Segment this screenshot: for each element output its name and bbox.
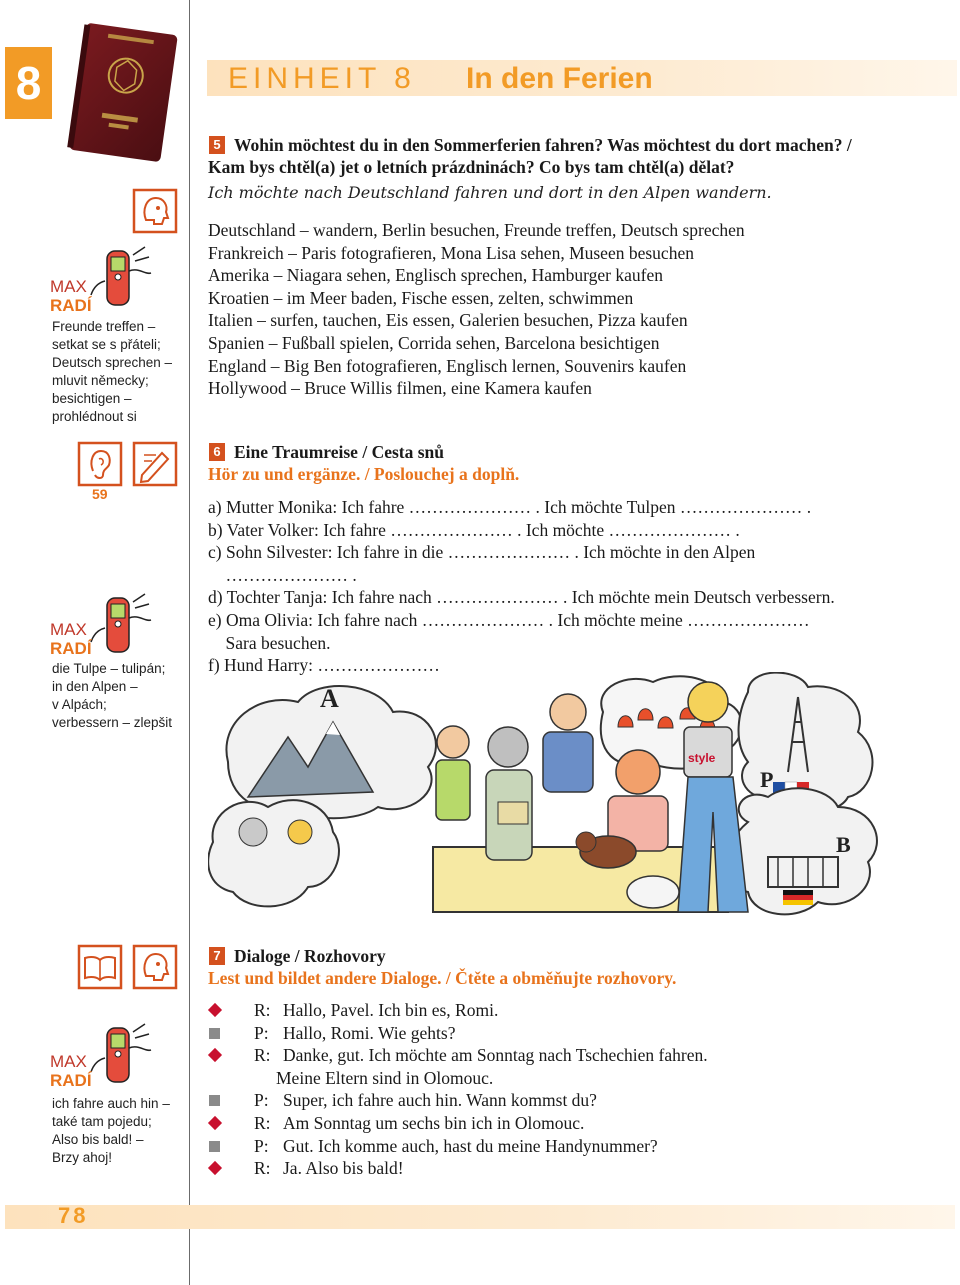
vocab-line: Also bis bald! – bbox=[52, 1132, 144, 1147]
speaker-label: P: bbox=[254, 1090, 269, 1111]
country-activity-line: Kroatien – im Meer baden, Fische essen, zelten, schwimmen bbox=[208, 287, 634, 308]
vocab-line: Brzy ahoj! bbox=[52, 1150, 113, 1165]
unit-title: In den Ferien bbox=[466, 62, 653, 95]
vocab-line: verbessern – zlepšit bbox=[52, 715, 173, 730]
fill-in-line: Sara besuchen. bbox=[208, 632, 331, 653]
sidebar-vocab-2 bbox=[52, 660, 172, 732]
radi-label: RADÍ bbox=[50, 1071, 92, 1090]
square-bullet-icon bbox=[209, 1141, 220, 1152]
fill-in-line: d) Tochter Tanja: Ich fahre nach ………………… . Ich möchte mein Deutsch verbessern. bbox=[208, 587, 835, 608]
page-number: 78 bbox=[58, 1203, 89, 1228]
unit-label: EINHEIT 8 bbox=[228, 62, 416, 95]
vocab-line: prohlédnout si bbox=[52, 409, 137, 424]
dialog-list bbox=[208, 999, 908, 1180]
dialog-line bbox=[208, 999, 908, 1022]
listening-ear-icon bbox=[77, 441, 123, 487]
exercise-7-instruction: Lest und bildet andere Dialoge. / Čtěte a obměňujte rozhovory. bbox=[208, 968, 677, 988]
exercise-6-title: Eine Traumreise / Cesta snů bbox=[234, 442, 445, 462]
exercise-6-badge: 6 bbox=[209, 443, 225, 461]
diamond-bullet-icon bbox=[208, 1003, 222, 1017]
exercise-7-badge: 7 bbox=[209, 947, 225, 965]
max-radi-phone-icon bbox=[85, 592, 155, 657]
diamond-bullet-icon bbox=[208, 1116, 222, 1130]
vocab-line: die Tulpe – tulipán; bbox=[52, 661, 166, 676]
sidebar-vocab-3 bbox=[52, 1095, 170, 1167]
exercise-5-question-cz: Kam bys chtěl(a) jet o letních prázdninách? Co bys tam chtěl(a) dělat? bbox=[208, 157, 735, 177]
diamond-bullet-icon bbox=[208, 1161, 222, 1175]
writing-icon bbox=[132, 441, 178, 487]
margin-divider bbox=[189, 0, 190, 1285]
speaker-label: R: bbox=[254, 1158, 271, 1179]
speaking-icon bbox=[132, 944, 178, 990]
dialog-text: Danke, gut. Ich möchte am Sonntag nach Tschechien fahren. bbox=[283, 1045, 708, 1066]
dialog-line bbox=[208, 1022, 908, 1045]
country-activity-line: Hollywood – Bruce Willis filmen, eine Kamera kaufen bbox=[208, 378, 592, 399]
dialog-text: Ja. Also bis bald! bbox=[283, 1158, 404, 1179]
speaker-label: P: bbox=[254, 1135, 269, 1156]
diamond-bullet-icon bbox=[208, 1048, 222, 1062]
speaking-icon bbox=[132, 188, 178, 234]
sidebar-vocab-1 bbox=[52, 318, 172, 426]
max-label: MAX bbox=[50, 277, 87, 296]
vocab-line: in den Alpen – bbox=[52, 679, 138, 694]
country-activity-line: Deutschland – wandern, Berlin besuchen, Freunde treffen, Deutsch sprechen bbox=[208, 220, 745, 240]
dialog-line bbox=[208, 1112, 908, 1135]
radi-label: RADÍ bbox=[50, 296, 92, 315]
speaker-label: R: bbox=[254, 1000, 271, 1020]
dialog-text: Hallo, Romi. Wie gehts? bbox=[283, 1022, 456, 1043]
exercise-5-question-de: Wohin möchtest du in den Sommerferien fahren? Was möchtest du dort machen? / bbox=[234, 135, 852, 155]
vocab-line: Freunde treffen – bbox=[52, 319, 156, 334]
square-bullet-icon bbox=[209, 1095, 220, 1106]
fill-in-line: c) Sohn Silvester: Ich fahre in die ………………… . Ich möchte in den Alpen bbox=[208, 542, 756, 563]
speaker-label: P: bbox=[254, 1022, 269, 1043]
vocab-line: setkat se s přáteli; bbox=[52, 337, 161, 352]
dialog-line bbox=[208, 1089, 908, 1112]
max-radi-phone-icon bbox=[85, 245, 155, 310]
speaker-label: R: bbox=[254, 1045, 271, 1066]
max-radi-logo-3 bbox=[50, 1052, 92, 1090]
speaker-label: R: bbox=[254, 1112, 271, 1133]
square-bullet-icon bbox=[209, 1028, 220, 1039]
fill-in-line: a) Mutter Monika: Ich fahre ………………… . Ich möchte Tulpen ………………… . bbox=[208, 497, 812, 517]
exercise-5-list bbox=[208, 219, 745, 400]
dialog-line bbox=[208, 1135, 908, 1158]
dialog-text: Meine Eltern sind in Olomouc. bbox=[276, 1067, 494, 1088]
dialog-text: Hallo, Pavel. Ich bin es, Romi. bbox=[283, 1000, 499, 1020]
max-label: MAX bbox=[50, 1052, 87, 1071]
fill-in-line: b) Vater Volker: Ich fahre ………………… . Ich möchte ………………… . bbox=[208, 519, 740, 540]
thought-bubble-label-a: A bbox=[320, 684, 339, 713]
dialog-text: Super, ich fahre auch hin. Wann kommst du? bbox=[283, 1090, 597, 1111]
passport-image bbox=[55, 20, 185, 170]
country-activity-line: Spanien – Fußball spielen, Corrida sehen, Barcelona besichtigen bbox=[208, 332, 660, 353]
vocab-line: v Alpách; bbox=[52, 697, 107, 712]
vocab-line: mluvit německy; bbox=[52, 373, 149, 388]
exercise-7-title: Dialoge / Rozhovory bbox=[234, 946, 386, 966]
exercise-5-example: Ich möchte nach Deutschland fahren und dort in den Alpen wandern. bbox=[208, 183, 772, 202]
fill-in-line: ………………… . bbox=[208, 564, 357, 585]
track-number: 59 bbox=[92, 486, 108, 502]
unit-number-badge: 8 bbox=[5, 47, 52, 119]
dialog-line bbox=[208, 1157, 908, 1180]
max-radi-phone-icon bbox=[85, 1022, 155, 1087]
fill-in-line: f) Hund Harry: ………………… bbox=[208, 655, 440, 676]
dialog-line bbox=[208, 1044, 908, 1067]
dialog-text: Gut. Ich komme auch, hast du meine Handynummer? bbox=[283, 1135, 658, 1156]
fill-in-line: e) Oma Olivia: Ich fahre nach ………………… . Ich möchte meine ………………… bbox=[208, 609, 810, 630]
country-activity-line: Frankreich – Paris fotografieren, Mona Lisa sehen, Museen besuchen bbox=[208, 242, 694, 263]
exercise-5-badge: 5 bbox=[209, 136, 225, 154]
reading-book-icon bbox=[77, 944, 123, 990]
vocab-line: také tam pojedu; bbox=[52, 1114, 152, 1129]
shirt-text: style bbox=[688, 751, 716, 765]
exercise-6-instruction: Hör zu und ergänze. / Poslouchej a doplň. bbox=[208, 464, 520, 484]
country-activity-line: England – Big Ben fotografieren, Englisch lernen, Souvenirs kaufen bbox=[208, 355, 687, 376]
exercise-6-fill-list bbox=[208, 496, 835, 677]
vocab-line: besichtigen – bbox=[52, 391, 132, 406]
dialog-line bbox=[208, 1067, 908, 1090]
country-activity-line: Amerika – Niagara sehen, Englisch sprechen, Hamburger kaufen bbox=[208, 265, 663, 286]
family-dream-illustration bbox=[208, 672, 898, 927]
thought-bubble-label-p: P bbox=[760, 767, 774, 792]
vocab-line: ich fahre auch hin – bbox=[52, 1096, 170, 1111]
country-activity-line: Italien – surfen, tauchen, Eis essen, Galerien besuchen, Pizza kaufen bbox=[208, 310, 688, 331]
max-radi-logo-2 bbox=[50, 620, 92, 658]
footer-band bbox=[5, 1205, 955, 1229]
radi-label: RADÍ bbox=[50, 639, 92, 658]
vocab-line: Deutsch sprechen – bbox=[52, 355, 173, 370]
max-radi-logo-1 bbox=[50, 277, 92, 315]
dialog-text: Am Sonntag um sechs bin ich in Olomouc. bbox=[283, 1112, 585, 1133]
max-label: MAX bbox=[50, 620, 87, 639]
thought-bubble-label-b: B bbox=[836, 832, 851, 857]
